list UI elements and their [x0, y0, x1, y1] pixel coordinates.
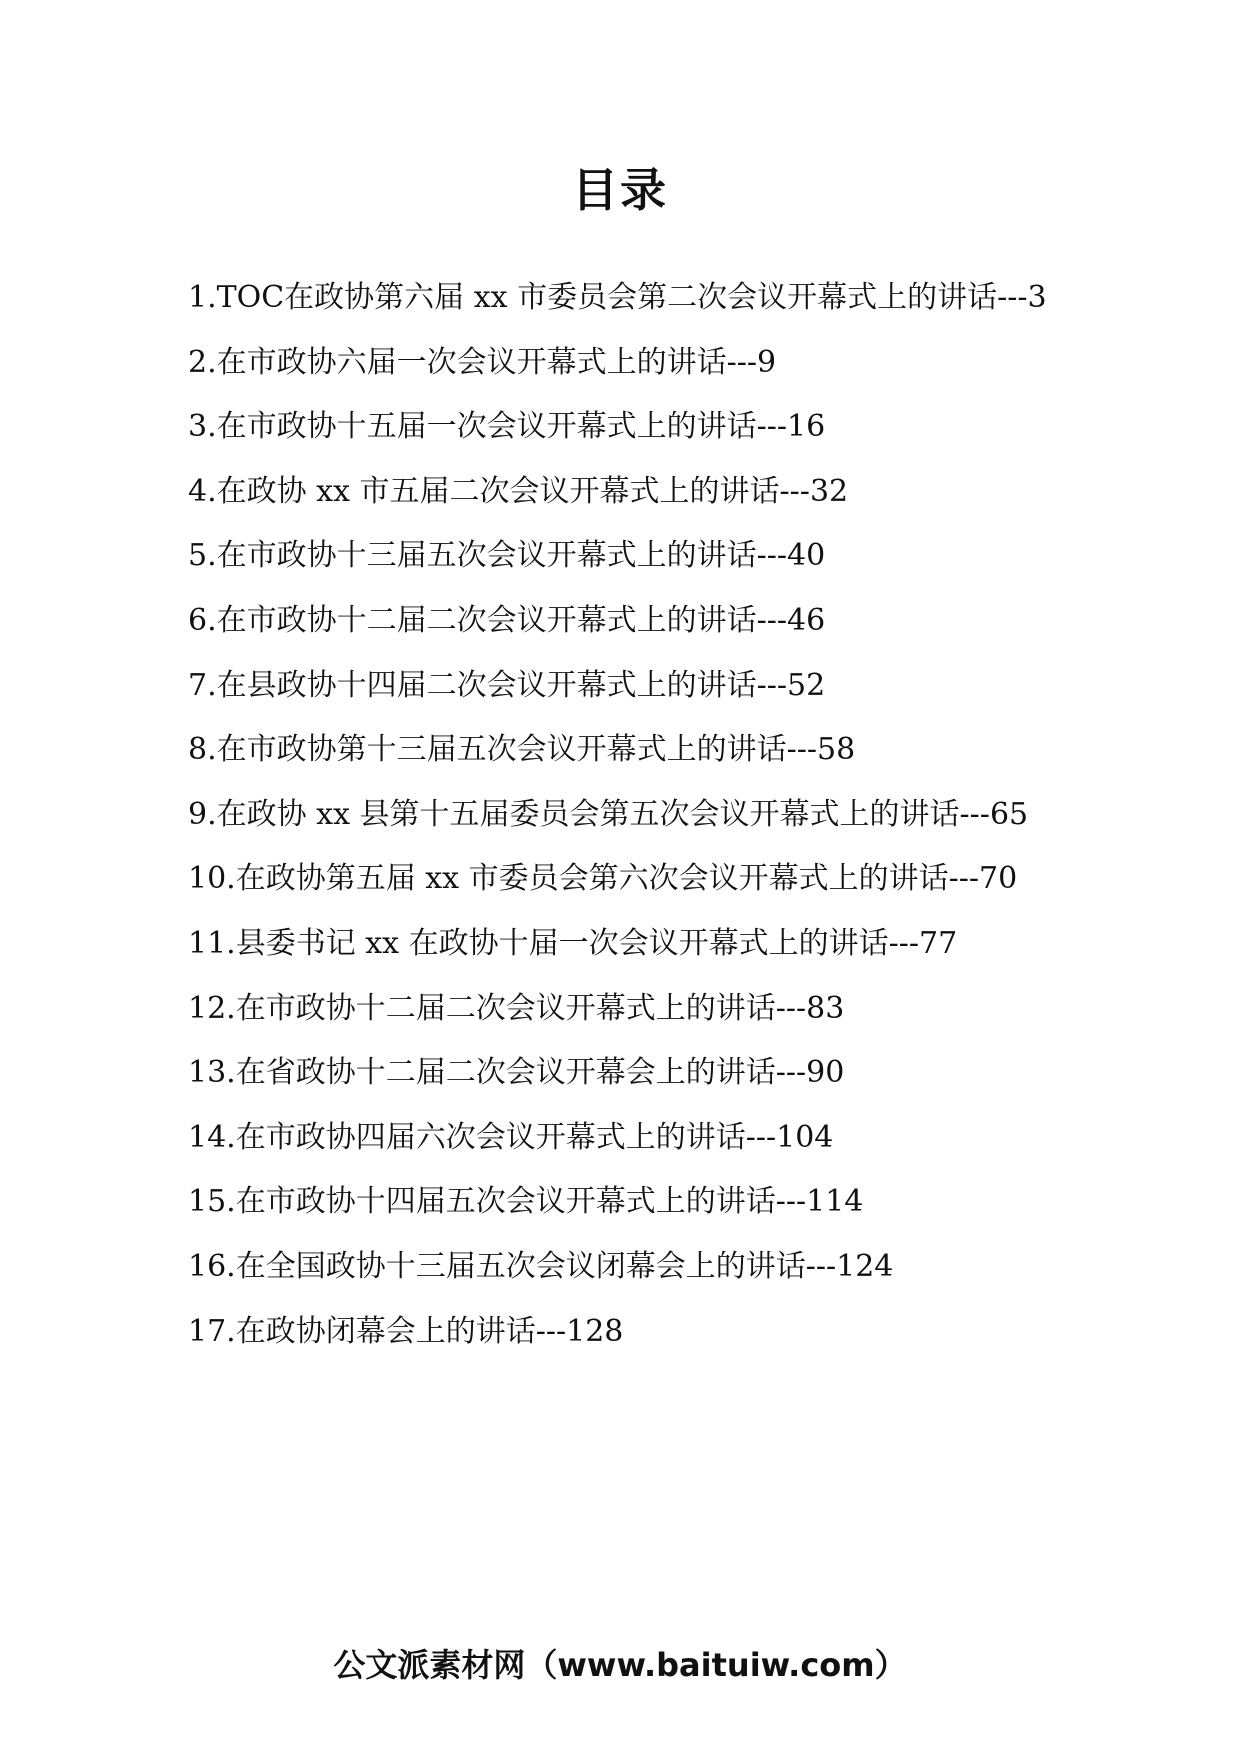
toc-entry[interactable]: 7.在县政协十四届二次会议开幕式上的讲话---52 — [188, 667, 826, 703]
toc-entry[interactable]: 3.在市政协十五届一次会议开幕式上的讲话---16 — [188, 409, 826, 445]
toc-entry[interactable]: 8.在市政协第十三届五次会议开幕式上的讲话---58 — [188, 732, 856, 768]
toc-entry[interactable]: 13.在省政协十二届二次会议开幕会上的讲话---90 — [188, 1055, 845, 1091]
page-footer: 公文派素材网（www.baituiw.com） — [333, 1646, 907, 1684]
toc-entry[interactable]: 6.在市政协十二届二次会议开幕式上的讲话---46 — [188, 602, 826, 638]
toc-entry[interactable]: 16.在全国政协十三届五次会议闭幕会上的讲话---124 — [188, 1248, 894, 1284]
toc-entry[interactable]: 10.在政协第五届 xx 市委员会第六次会议开幕式上的讲话---70 — [188, 861, 1018, 897]
toc-entry[interactable]: 17.在政协闭幕会上的讲话---128 — [188, 1313, 624, 1349]
toc-entry[interactable]: 2.在市政协六届一次会议开幕式上的讲话---9 — [188, 344, 777, 380]
toc-entry[interactable]: 14.在市政协四届六次会议开幕式上的讲话---104 — [188, 1119, 834, 1155]
toc-entry[interactable]: 5.在市政协十三届五次会议开幕式上的讲话---40 — [188, 538, 826, 574]
page-title: 目录 — [572, 163, 668, 217]
toc-entry[interactable]: 9.在政协 xx 县第十五届委员会第五次会议开幕式上的讲话---65 — [188, 796, 1029, 832]
toc-entry[interactable]: 11.县委书记 xx 在政协十届一次会议开幕式上的讲话---77 — [188, 925, 958, 961]
toc-entry[interactable]: 15.在市政协十四届五次会议开幕式上的讲话---114 — [188, 1184, 864, 1220]
toc-entry[interactable]: 12.在市政协十二届二次会议开幕式上的讲话---83 — [188, 990, 845, 1026]
toc-entry[interactable]: 1.TOC在政协第六届 xx 市委员会第二次会议开幕式上的讲话---3 — [188, 280, 1047, 315]
toc-entry[interactable]: 4.在政协 xx 市五届二次会议开幕式上的讲话---32 — [188, 473, 849, 509]
table-of-contents — [188, 266, 1058, 1364]
